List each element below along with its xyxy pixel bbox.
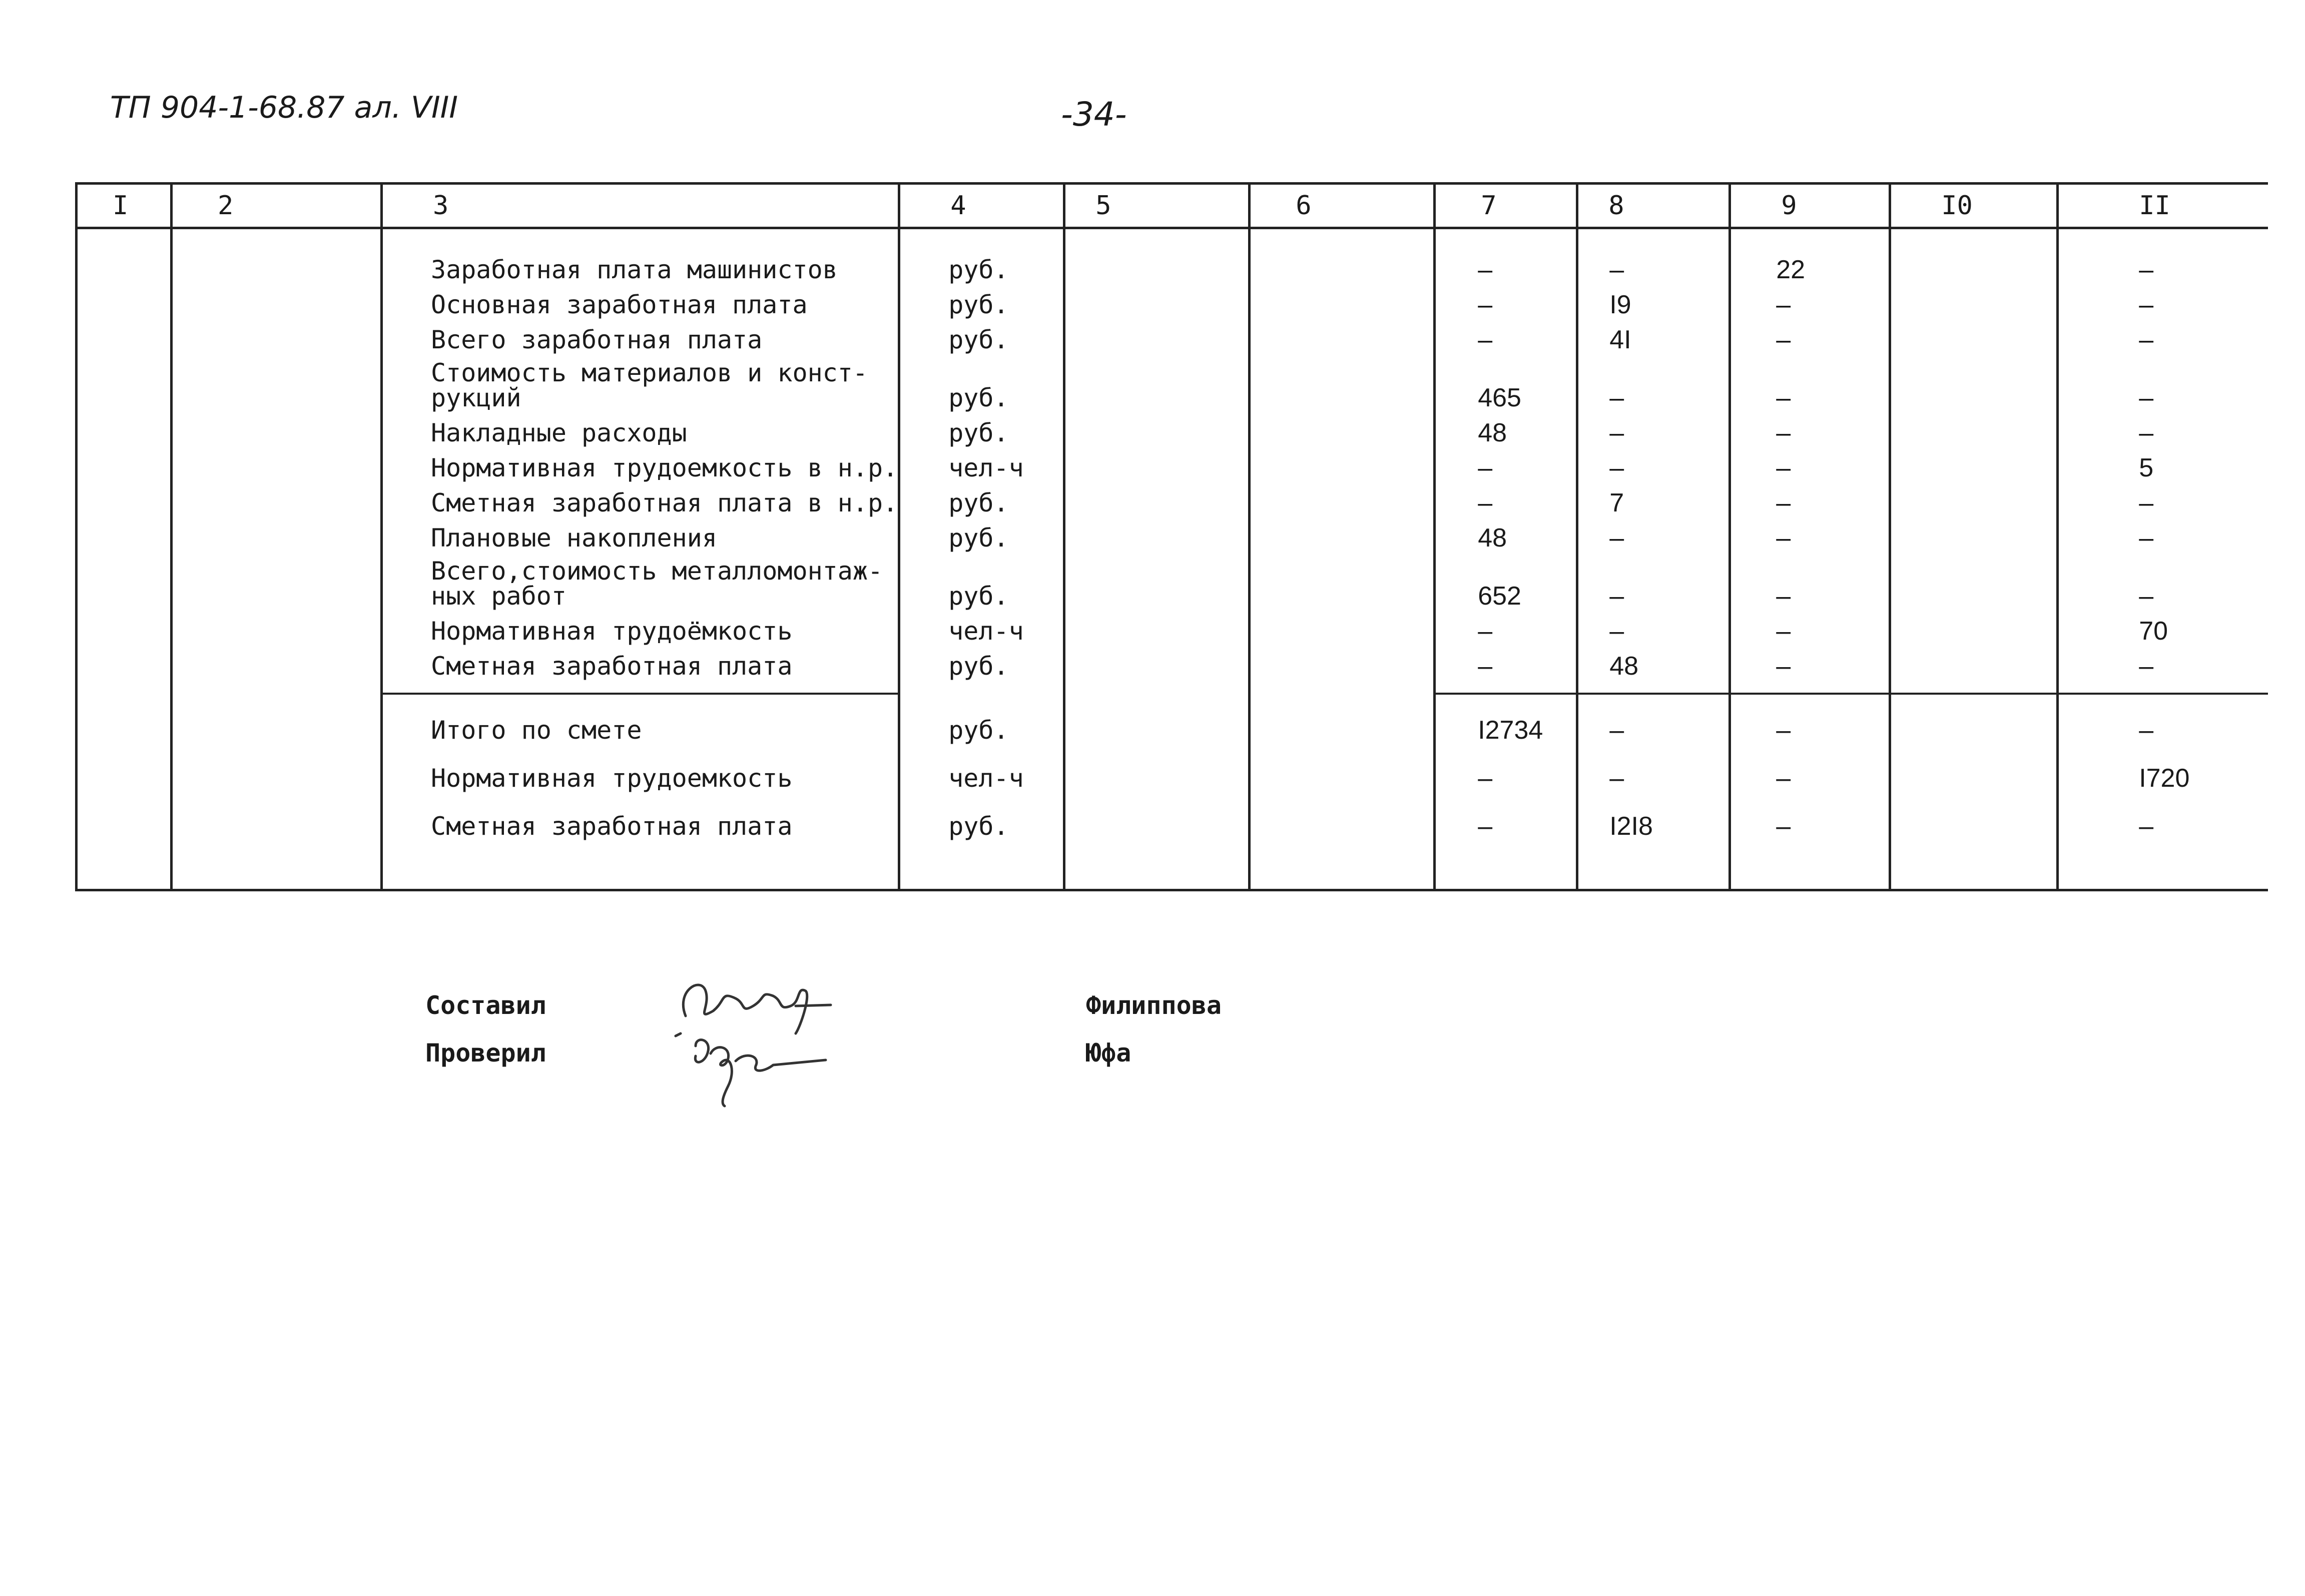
item-name-cell	[382, 743, 899, 791]
value-cell-c7: –	[1435, 282, 1577, 317]
table-row	[77, 480, 2268, 515]
table-row	[77, 282, 2268, 317]
compiled-by-name: Филиппова	[1086, 991, 1222, 1020]
empty-cell	[1250, 480, 1435, 515]
item-name-cell	[382, 410, 899, 445]
table-row	[77, 644, 2268, 679]
value-cell-c8: I9	[1577, 282, 1730, 317]
empty-cell	[77, 609, 172, 644]
item-name: Заработная плата машинистов	[431, 255, 838, 284]
unit-cell: руб.	[899, 247, 1064, 282]
item-name-continuation: ных работ	[431, 582, 566, 611]
value-cell-c11: –	[2058, 515, 2268, 551]
empty-cell	[1064, 551, 1250, 609]
spacer-row	[77, 679, 2268, 694]
empty-cell	[1064, 609, 1250, 644]
item-name: Сметная заработная плата	[431, 812, 793, 841]
empty-cell	[1890, 247, 2058, 282]
empty-cell	[1730, 228, 1890, 248]
empty-cell	[382, 679, 899, 694]
value-cell-c9: –	[1730, 791, 1890, 839]
value-cell-c11: –	[2058, 694, 2268, 743]
value-cell-c9: –	[1730, 694, 1890, 743]
unit-cell: чел-ч	[899, 445, 1064, 480]
value-cell-c9: –	[1730, 410, 1890, 445]
item-name-cell	[382, 551, 899, 609]
value-cell-c8: –	[1577, 609, 1730, 644]
value-cell-c11: I720	[2058, 743, 2268, 791]
empty-cell	[172, 352, 382, 410]
value-cell-c8: –	[1577, 247, 1730, 282]
value-cell-c7: 465	[1435, 352, 1577, 410]
empty-cell	[172, 743, 382, 791]
empty-cell	[1435, 228, 1577, 248]
value-cell-c9: –	[1730, 644, 1890, 679]
empty-cell	[1250, 679, 1435, 694]
unit-cell: чел-ч	[899, 609, 1064, 644]
table-row	[77, 247, 2268, 282]
empty-cell	[77, 480, 172, 515]
empty-cell	[77, 317, 172, 352]
empty-cell	[899, 839, 1064, 890]
value-cell-c9: –	[1730, 445, 1890, 480]
empty-cell	[2058, 679, 2268, 694]
empty-cell	[1064, 839, 1250, 890]
item-name-cell	[382, 609, 899, 644]
empty-cell	[1064, 644, 1250, 679]
empty-cell	[77, 644, 172, 679]
value-cell-c11: –	[2058, 282, 2268, 317]
empty-cell	[1890, 317, 2058, 352]
empty-cell	[1890, 282, 2058, 317]
empty-cell	[1064, 743, 1250, 791]
empty-cell	[1250, 551, 1435, 609]
item-name-cell	[382, 480, 899, 515]
empty-cell	[1064, 410, 1250, 445]
empty-cell	[1064, 679, 1250, 694]
empty-cell	[77, 551, 172, 609]
unit-cell: руб.	[899, 515, 1064, 551]
empty-cell	[172, 282, 382, 317]
empty-cell	[1435, 679, 1577, 694]
value-cell-c7: –	[1435, 317, 1577, 352]
empty-cell	[1250, 247, 1435, 282]
value-cell-c7: 652	[1435, 551, 1577, 609]
value-cell-c7: –	[1435, 609, 1577, 644]
value-cell-c11: –	[2058, 791, 2268, 839]
unit-cell: руб.	[899, 480, 1064, 515]
value-cell-c7: 48	[1435, 515, 1577, 551]
value-cell-c7: –	[1435, 247, 1577, 282]
value-cell-c7: 48	[1435, 410, 1577, 445]
unit-cell: руб.	[899, 694, 1064, 743]
unit-cell: руб.	[899, 317, 1064, 352]
unit-cell: руб.	[899, 644, 1064, 679]
item-name-cell	[382, 247, 899, 282]
empty-cell	[77, 282, 172, 317]
table-row	[77, 515, 2268, 551]
item-name: Нормативная трудоёмкость	[431, 617, 793, 646]
empty-cell	[1890, 410, 2058, 445]
checker-signature	[666, 1026, 836, 1111]
item-name: Всего заработная плата	[431, 325, 763, 354]
table-row	[77, 445, 2268, 480]
empty-cell	[77, 410, 172, 445]
empty-cell	[77, 679, 172, 694]
value-cell-c8: I2I8	[1577, 791, 1730, 839]
value-cell-c9: –	[1730, 609, 1890, 644]
empty-cell	[1250, 791, 1435, 839]
column-header: I	[77, 184, 172, 228]
empty-cell	[1064, 282, 1250, 317]
table-row	[77, 317, 2268, 352]
value-cell-c8: 4I	[1577, 317, 1730, 352]
empty-cell	[172, 694, 382, 743]
value-cell-c7: –	[1435, 480, 1577, 515]
item-name-continuation: рукций	[431, 383, 521, 412]
empty-cell	[1890, 352, 2058, 410]
value-cell-c11: –	[2058, 410, 2268, 445]
empty-cell	[1890, 551, 2058, 609]
value-cell-c8: –	[1577, 445, 1730, 480]
empty-cell	[77, 247, 172, 282]
empty-cell	[1064, 791, 1250, 839]
unit-cell: чел-ч	[899, 743, 1064, 791]
empty-cell	[172, 791, 382, 839]
value-cell-c9: –	[1730, 515, 1890, 551]
empty-cell	[172, 445, 382, 480]
checked-by-label: Проверил	[425, 1038, 546, 1068]
empty-cell	[77, 839, 172, 890]
item-name-cell	[382, 445, 899, 480]
empty-cell	[1064, 694, 1250, 743]
value-cell-c11: –	[2058, 317, 2268, 352]
empty-cell	[1250, 839, 1435, 890]
value-cell-c8: –	[1577, 743, 1730, 791]
column-header: 5	[1064, 184, 1250, 228]
empty-cell	[1250, 352, 1435, 410]
empty-cell	[1890, 480, 2058, 515]
empty-cell	[1890, 839, 2058, 890]
value-cell-c9: –	[1730, 317, 1890, 352]
table-row	[77, 410, 2268, 445]
empty-cell	[77, 743, 172, 791]
empty-cell	[1250, 609, 1435, 644]
item-name: Накладные расходы	[431, 418, 687, 447]
empty-cell	[1730, 679, 1890, 694]
empty-cell	[1435, 839, 1577, 890]
empty-cell	[1064, 480, 1250, 515]
value-cell-c9: –	[1730, 743, 1890, 791]
empty-cell	[172, 644, 382, 679]
empty-cell	[77, 352, 172, 410]
value-cell-c9: –	[1730, 352, 1890, 410]
empty-cell	[1064, 352, 1250, 410]
value-cell-c9: –	[1730, 551, 1890, 609]
empty-cell	[77, 694, 172, 743]
empty-cell	[1250, 282, 1435, 317]
item-name: Сметная заработная плата в н.р.	[431, 488, 898, 517]
column-header: 9	[1730, 184, 1890, 228]
document-code: ТП 904-1-68.87 ал. VIII	[110, 90, 458, 125]
empty-cell	[2058, 228, 2268, 248]
column-header: 7	[1435, 184, 1577, 228]
value-cell-c9: 22	[1730, 247, 1890, 282]
unit-cell: руб.	[899, 551, 1064, 609]
value-cell-c7: –	[1435, 445, 1577, 480]
empty-cell	[172, 679, 382, 694]
value-cell-c8: –	[1577, 551, 1730, 609]
column-number-row	[77, 184, 2268, 228]
empty-cell	[2058, 839, 2268, 890]
column-header: 2	[172, 184, 382, 228]
column-header: 3	[382, 184, 899, 228]
empty-cell	[172, 228, 382, 248]
value-cell-c8: 7	[1577, 480, 1730, 515]
item-name-cell	[382, 352, 899, 410]
spacer-row	[77, 228, 2268, 248]
empty-cell	[172, 410, 382, 445]
empty-cell	[172, 609, 382, 644]
column-header: 4	[899, 184, 1064, 228]
empty-cell	[382, 228, 899, 248]
value-cell-c11: –	[2058, 480, 2268, 515]
empty-cell	[1250, 694, 1435, 743]
empty-cell	[172, 551, 382, 609]
value-cell-c7: –	[1435, 644, 1577, 679]
empty-cell	[77, 791, 172, 839]
empty-cell	[1890, 791, 2058, 839]
empty-cell	[1890, 694, 2058, 743]
item-name-cell	[382, 282, 899, 317]
item-name: Нормативная трудоемкость в н.р.	[431, 453, 898, 482]
item-name: Плановые накопления	[431, 523, 717, 553]
empty-cell	[1064, 317, 1250, 352]
value-cell-c11: 70	[2058, 609, 2268, 644]
empty-cell	[172, 515, 382, 551]
empty-cell	[1890, 743, 2058, 791]
empty-cell	[77, 445, 172, 480]
item-name-cell	[382, 317, 899, 352]
value-cell-c11: –	[2058, 352, 2268, 410]
empty-cell	[1890, 445, 2058, 480]
value-cell-c8: –	[1577, 352, 1730, 410]
value-cell-c7: –	[1435, 743, 1577, 791]
empty-cell	[1577, 839, 1730, 890]
column-header: 6	[1250, 184, 1435, 228]
empty-cell	[172, 839, 382, 890]
value-cell-c7: I2734	[1435, 694, 1577, 743]
empty-cell	[1890, 515, 2058, 551]
value-cell-c11: –	[2058, 551, 2268, 609]
item-name: Нормативная трудоемкость	[431, 764, 793, 793]
unit-cell: руб.	[899, 282, 1064, 317]
estimate-table	[75, 182, 2268, 891]
empty-cell	[1890, 609, 2058, 644]
empty-cell	[1250, 228, 1435, 248]
value-cell-c11: 5	[2058, 445, 2268, 480]
page-number: -34-	[1061, 95, 1127, 134]
value-cell-c11: –	[2058, 247, 2268, 282]
item-name-cell	[382, 694, 899, 743]
table-row	[77, 609, 2268, 644]
empty-cell	[1064, 228, 1250, 248]
unit-cell: руб.	[899, 791, 1064, 839]
empty-cell	[382, 839, 899, 890]
empty-cell	[172, 247, 382, 282]
table-row	[77, 791, 2268, 839]
checked-by-name: Юфа	[1086, 1038, 1131, 1068]
empty-cell	[77, 515, 172, 551]
unit-cell: руб.	[899, 352, 1064, 410]
empty-cell	[1250, 743, 1435, 791]
item-name: Всего,стоимость металломонтаж-	[431, 557, 883, 586]
item-name: Итого по смете	[431, 716, 642, 745]
empty-cell	[1890, 228, 2058, 248]
empty-cell	[172, 317, 382, 352]
column-header: II	[2058, 184, 2268, 228]
empty-cell	[1250, 515, 1435, 551]
empty-cell	[1064, 445, 1250, 480]
value-cell-c8: –	[1577, 515, 1730, 551]
item-name: Основная заработная плата	[431, 290, 808, 319]
empty-cell	[1250, 644, 1435, 679]
item-name: Сметная заработная плата	[431, 652, 793, 681]
value-cell-c8: –	[1577, 410, 1730, 445]
value-cell-c8: –	[1577, 694, 1730, 743]
empty-cell	[899, 228, 1064, 248]
empty-cell	[1890, 679, 2058, 694]
compiled-by-label: Составил	[425, 991, 546, 1020]
empty-cell	[1064, 247, 1250, 282]
column-header: 8	[1577, 184, 1730, 228]
empty-cell	[1577, 679, 1730, 694]
value-cell-c9: –	[1730, 480, 1890, 515]
spacer-row	[77, 839, 2268, 890]
item-name-cell	[382, 644, 899, 679]
value-cell-c11: –	[2058, 644, 2268, 679]
empty-cell	[1250, 445, 1435, 480]
empty-cell	[1577, 228, 1730, 248]
empty-cell	[1064, 515, 1250, 551]
empty-cell	[172, 480, 382, 515]
value-cell-c9: –	[1730, 282, 1890, 317]
empty-cell	[1250, 317, 1435, 352]
item-name-cell	[382, 791, 899, 839]
table-row	[77, 743, 2268, 791]
table-row	[77, 551, 2268, 609]
table-row	[77, 694, 2268, 743]
table-row	[77, 352, 2268, 410]
table-body	[77, 228, 2268, 890]
empty-cell	[1250, 410, 1435, 445]
empty-cell	[1890, 644, 2058, 679]
value-cell-c8: 48	[1577, 644, 1730, 679]
unit-cell: руб.	[899, 410, 1064, 445]
value-cell-c7: –	[1435, 791, 1577, 839]
empty-cell	[1730, 839, 1890, 890]
item-name: Стоимость материалов и конст-	[431, 358, 868, 387]
empty-cell	[899, 679, 1064, 694]
column-header: I0	[1890, 184, 2058, 228]
item-name-cell	[382, 515, 899, 551]
empty-cell	[77, 228, 172, 248]
